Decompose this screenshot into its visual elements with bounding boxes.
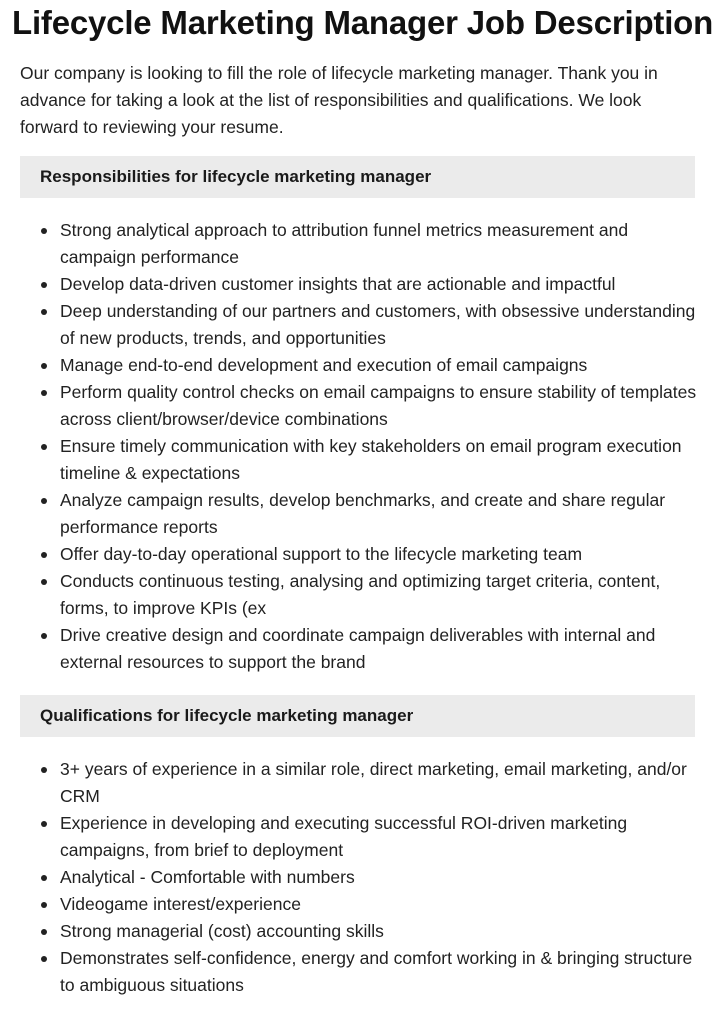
list-item: Ensure timely communication with key stakeholders on email program execution timeline & expectations: [20, 433, 700, 487]
list-item: Videogame interest/experience: [20, 891, 700, 918]
list-item: Analytical - Comfortable with numbers: [20, 864, 700, 891]
list-item: Drive creative design and coordinate campaign deliverables with internal and external resources to support the brand: [20, 622, 700, 676]
list-item: Manage end-to-end development and execution of email campaigns: [20, 352, 700, 379]
intro-paragraph: Our company is looking to fill the role of lifecycle marketing manager. Thank you in advance for taking a look at the list of responsibilities and qualifications. We look forward to reviewing your resume.: [20, 63, 658, 137]
list-item: Develop data-driven customer insights that are actionable and impactful: [20, 271, 700, 298]
list-item: Perform quality control checks on email campaigns to ensure stability of templates across client/browser/device combinations: [20, 379, 700, 433]
responsibilities-heading: Responsibilities for lifecycle marketing manager: [20, 156, 695, 198]
list-item: Offer day-to-day operational support to the lifecycle marketing team: [20, 541, 700, 568]
list-item: 3+ years of experience in a similar role, direct marketing, email marketing, and/or CRM: [20, 756, 700, 810]
qualifications-list: [20, 756, 700, 999]
list-item: Strong managerial (cost) accounting skills: [20, 918, 700, 945]
list-item: Strong analytical approach to attribution funnel metrics measurement and campaign performance: [20, 217, 700, 271]
list-item: Demonstrates self-confidence, energy and comfort working in & bringing structure to ambiguous situations: [20, 945, 700, 999]
list-item: Experience in developing and executing successful ROI-driven marketing campaigns, from brief to deployment: [20, 810, 700, 864]
list-item: Conducts continuous testing, analysing and optimizing target criteria, content, forms, to improve KPIs (ex: [20, 568, 700, 622]
list-item: Deep understanding of our partners and customers, with obsessive understanding of new products, trends, and opportunities: [20, 298, 700, 352]
responsibilities-list: [20, 217, 700, 676]
qualifications-heading: Qualifications for lifecycle marketing manager: [20, 695, 695, 737]
page-title: Lifecycle Marketing Manager Job Description: [12, 4, 714, 41]
list-item: Analyze campaign results, develop benchmarks, and create and share regular performance reports: [20, 487, 700, 541]
